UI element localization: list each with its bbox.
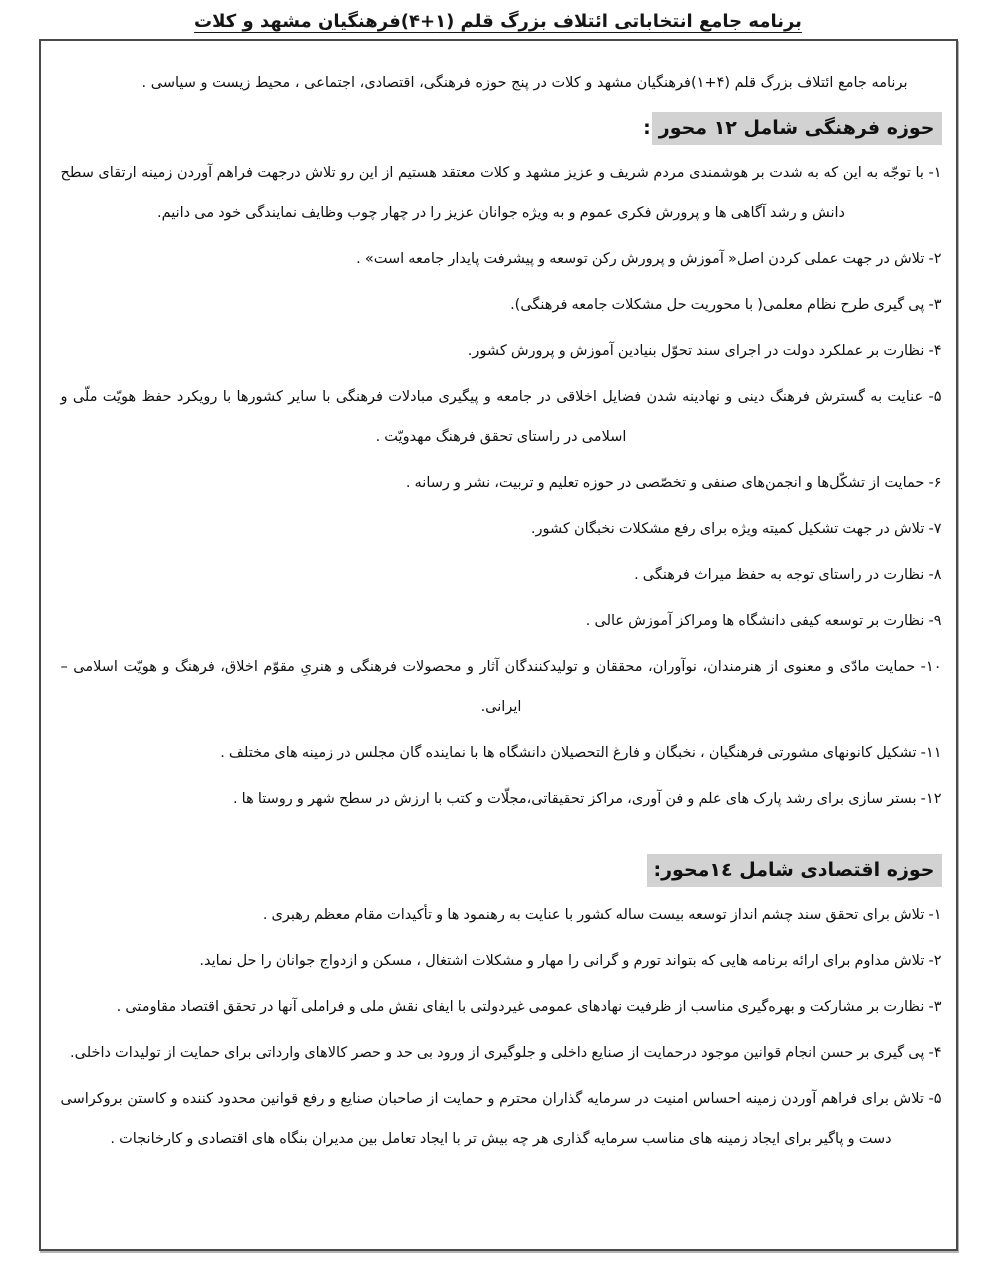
section-header-cultural [61, 115, 942, 141]
program-item: ۴- پی گیری بر حسن انجام قوانین موجود درحمایت از صنایع داخلی و جلوگیری از ورود بی حد و حصر کالاهای وارداتی برای حمایت از تولیدات داخلی. [70, 1045, 942, 1061]
program-item: ۳- نظارت بر مشارکت و بهره‌گیری مناسب از ظرفیت نهادهای عمومی غیردولتی با ایفای نقش ملی و فراملی آنها در تحقق اقتصاد مقاومتی . [116, 999, 942, 1015]
document-title: برنامه جامع انتخاباتی ائتلاف بزرگ قلم (۱+۴)فرهنگیان مشهد و کلات [194, 11, 802, 32]
section-header-economic-highlight: حوزه اقتصادی شامل ١٤محور: [647, 854, 942, 887]
program-item: ۱۱- تشکیل کانونهای مشورتی فرهنگیان ، نخبگان و فارغ التحصیلان دانشگاه ها با نماینده گان مجلس در زمینه های مختلف . [220, 745, 942, 761]
program-item: ۸- نظارت در راستای توجه به حفظ میراث فرهنگی . [634, 567, 942, 583]
program-item: ۱۲- بستر سازی برای رشد پارک های علم و فن آوری، مراکز تحقیقاتی،مجلّات و کتب با ارزش در سطح شهر و روستا ها . [232, 791, 942, 807]
section-cultural-items [61, 153, 942, 819]
program-item: ۶- حمایت از تشکّل‌ها و انجمن‌های صنفی و تخصّصی در حوزه تعلیم و تربیت، نشر و رسانه . [405, 475, 942, 491]
program-item: ۱۰- حمایت مادّی و معنوی از هنرمندان، نوآوران، محققان و تولیدکنندگان آثار و محصولات فرهنگی و هنریِ مقوّم اخلاق، فرهنگ و هویّت اسلامی – ایرانی. [60, 659, 942, 715]
section-header-cultural-suffix: : [643, 117, 651, 139]
intro-paragraph: برنامه جامع ائتلاف بزرگ قلم (۴+۱)فرهنگیان مشهد و کلات در پنج حوزه فرهنگی، اقتصادی، اجتماعی ، محیط زیست و سیاسی . [141, 75, 908, 91]
section-economic [61, 857, 942, 1159]
program-item: ۳- پی گیری طرح نظام معلمی( با محوریت حل مشکلات جامعه فرهنگی). [510, 297, 942, 313]
section-cultural [61, 115, 942, 819]
section-header-economic [61, 857, 942, 883]
program-item: ۷- تلاش در جهت تشکیل کمیته ویژه برای رفع مشکلات نخبگان کشور. [530, 521, 942, 537]
program-item: ۵- عنایت به گسترش فرهنگ دینی و نهادینه شدن فضایل اخلاقی در جامعه و پیگیری مبادلات فرهنگی با سایر کشورها با رویکرد حفظ هویّت ملّی و اسلامی در راستای تحقق فرهنگ مهدویّت . [60, 389, 942, 445]
program-item: ۱- با توجّه به این که به شدت بر هوشمندی مردم شریف و عزیز مشهد و کلات معتقد هستیم از این رو تلاش درجهت فراهم آوردن زمینه ارتقای سطح دانش و رشد آگاهی ها و پرورش فکری عموم و به ویژه جوانان عزیز را در چهار چوب وظایف نمایندگی خود می دانیم. [60, 165, 942, 221]
section-header-cultural-highlight: حوزه فرهنگی شامل ۱۲ محور [652, 112, 942, 145]
program-item: ۲- تلاش مداوم برای ارائه برنامه هایی که بتواند تورم و گرانی را مهار و مشکلات اشتغال ، مسکن و ازدواج جوانان را حل نماید. [199, 953, 942, 969]
program-item: ۱- تلاش برای تحقق سند چشم انداز توسعه بیست ساله کشور با عنایت به رهنمود ها و تأکیدات مقام معظم رهبری . [262, 907, 942, 923]
program-item: ۲- تلاش در جهت عملی کردن اصل« آموزش و پرورش رکن توسعه و پیشرفت پایدار جامعه است» . [356, 251, 942, 267]
program-item: ۹- نظارت بر توسعه کیفی دانشگاه ها ومراکز آموزش عالی . [585, 613, 942, 629]
program-item: ۵- تلاش برای فراهم آوردن زمینه احساس امنیت در سرمایه گذاران محترم و حمایت از صاحبان صنایع و رفع قوانین محدود کننده و کاستن بروکراسی دست و پاگیر برای ایجاد زمینه های مناسب سرمایه گذاری هر چه بیش تر با ایجاد تعامل بین مدیران بنگاه های اقتصادی و کارخانجات . [60, 1091, 942, 1147]
document-frame [39, 39, 958, 1251]
program-item: ۴- نظارت بر عملکرد دولت در اجرای سند تحوّل بنیادین آموزش و پرورش کشور. [467, 343, 942, 359]
section-economic-items [61, 895, 942, 1159]
